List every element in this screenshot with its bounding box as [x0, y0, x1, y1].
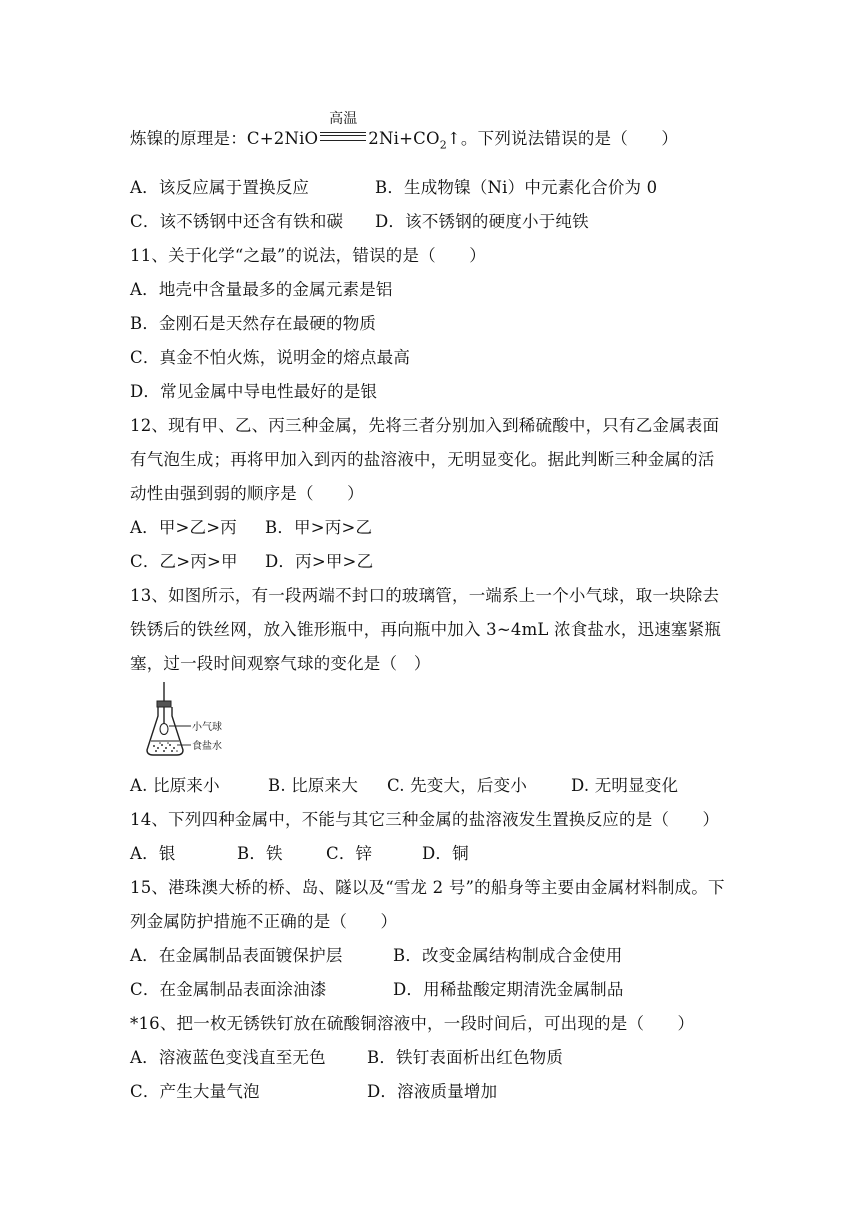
q13-option-a: A. 比原来小 — [130, 776, 220, 795]
q12-option-c: C．乙>丙>甲 — [130, 552, 238, 571]
q12-stem-line2: 有气泡生成；再将甲加入到丙的盐溶液中，无明显变化。据此判断三种金属的活 — [130, 450, 715, 469]
q16-option-c: C．产生大量气泡 — [130, 1082, 260, 1101]
flask-balloon-figure — [145, 682, 235, 762]
q12-stem-line1: 12、现有甲、乙、丙三种金属，先将三者分别加入到稀硫酸中，只有乙金属表面 — [130, 416, 720, 435]
q16-stem: *16、把一枚无锈铁钉放在硫酸铜溶液中，一段时间后，可出现的是（ ） — [130, 1014, 695, 1033]
reaction-condition: 高温 — [329, 111, 358, 127]
q15-options-row2 — [130, 979, 624, 1001]
q16-option-d: D．溶液质量增加 — [367, 1082, 498, 1101]
q12-options-row2 — [130, 551, 374, 573]
q13-option-d: D. 无明显变化 — [571, 776, 679, 795]
q12-stem-line3: 动性由强到弱的顺序是（ ） — [130, 484, 364, 503]
reaction-arrow — [318, 111, 368, 150]
q10-option-b: B．生成物镍（Ni）中元素化合价为 0 — [375, 178, 658, 197]
q12-option-d: D．丙>甲>乙 — [265, 552, 374, 571]
q14-stem: 14、下列四种金属中，不能与其它三种金属的盐溶液发生置换反应的是（ ） — [130, 810, 720, 829]
q10-options-row1 — [130, 177, 658, 199]
q13-stem-line1: 13、如图所示，有一段两端不封口的玻璃管，一端系上一个小气球，取一块除去 — [130, 586, 720, 605]
q15-stem-line2: 列金属防护措施不正确的是（ ） — [130, 912, 398, 931]
q15-option-b: B．改变金属结构制成合金使用 — [393, 946, 623, 965]
q16-options-row2 — [130, 1081, 498, 1103]
q10-stem-post: ↑。下列说法错误的是（ ） — [446, 129, 679, 148]
q11-option-d: D．常见金属中导电性最好的是银 — [130, 382, 378, 401]
q14-option-c: C．锌 — [326, 844, 373, 863]
q10-options-row2 — [130, 211, 589, 233]
q15-stem-line1: 15、港珠澳大桥的桥、岛、隧以及“雪龙 2 号”的船身等主要由金属材料制成。下 — [130, 878, 725, 897]
q13-stem-line3: 塞，过一段时间观察气球的变化是（ ） — [130, 654, 431, 673]
q10-stem — [130, 111, 679, 156]
q10-option-c: C．该不锈钢中还含有铁和碳 — [130, 212, 344, 231]
q16-option-a: A．溶液蓝色变浅直至无色 — [130, 1048, 326, 1067]
q11-option-a: A．地壳中含量最多的金属元素是铝 — [130, 280, 393, 299]
q13-option-b: B. 比原来大 — [268, 776, 359, 795]
q12-options-row1 — [130, 517, 373, 539]
q16-option-b: B．铁钉表面析出红色物质 — [367, 1048, 564, 1067]
q10-subscript: 2 — [439, 138, 447, 152]
q10-stem-pre: 炼镍的原理是：C+2NiO — [130, 129, 319, 148]
q16-options-row1 — [130, 1047, 564, 1069]
q11-option-c: C．真金不怕火炼，说明金的熔点最高 — [130, 348, 411, 367]
q15-option-a: A．在金属制品表面镀保护层 — [130, 946, 343, 965]
q13-option-c: C. 先变大，后变小 — [387, 776, 528, 795]
q10-option-a: A．该反应属于置换反应 — [130, 178, 310, 197]
q12-option-a: A．甲>乙>丙 — [130, 518, 237, 537]
q11-stem: 11、关于化学“之最”的说法，错误的是（ ） — [130, 246, 486, 265]
q12-option-b: B．甲>丙>乙 — [265, 518, 373, 537]
q15-options-row1 — [130, 945, 623, 967]
figure-label-salt-water: 食盐水 — [192, 741, 222, 752]
q10-option-d: D．该不锈钢的硬度小于纯铁 — [375, 212, 589, 231]
q15-option-d: D．用稀盐酸定期清洗金属制品 — [393, 980, 624, 999]
q11-option-b: B．金刚石是天然存在最硬的物质 — [130, 314, 377, 333]
q10-stem-mid: 2Ni+CO — [368, 129, 440, 148]
q14-option-b: B．铁 — [237, 844, 283, 863]
q14-options — [130, 843, 469, 865]
figure-label-balloon: 小气球 — [192, 722, 222, 733]
q14-option-a: A．银 — [130, 844, 176, 863]
q13-options — [130, 775, 679, 797]
q14-option-d: D．铜 — [422, 844, 469, 863]
q15-option-c: C．在金属制品表面涂油漆 — [130, 980, 327, 999]
q13-stem-line2: 铁锈后的铁丝网，放入锥形瓶中，再向瓶中加入 3~4mL 浓食盐水，迅速塞紧瓶 — [130, 620, 722, 639]
